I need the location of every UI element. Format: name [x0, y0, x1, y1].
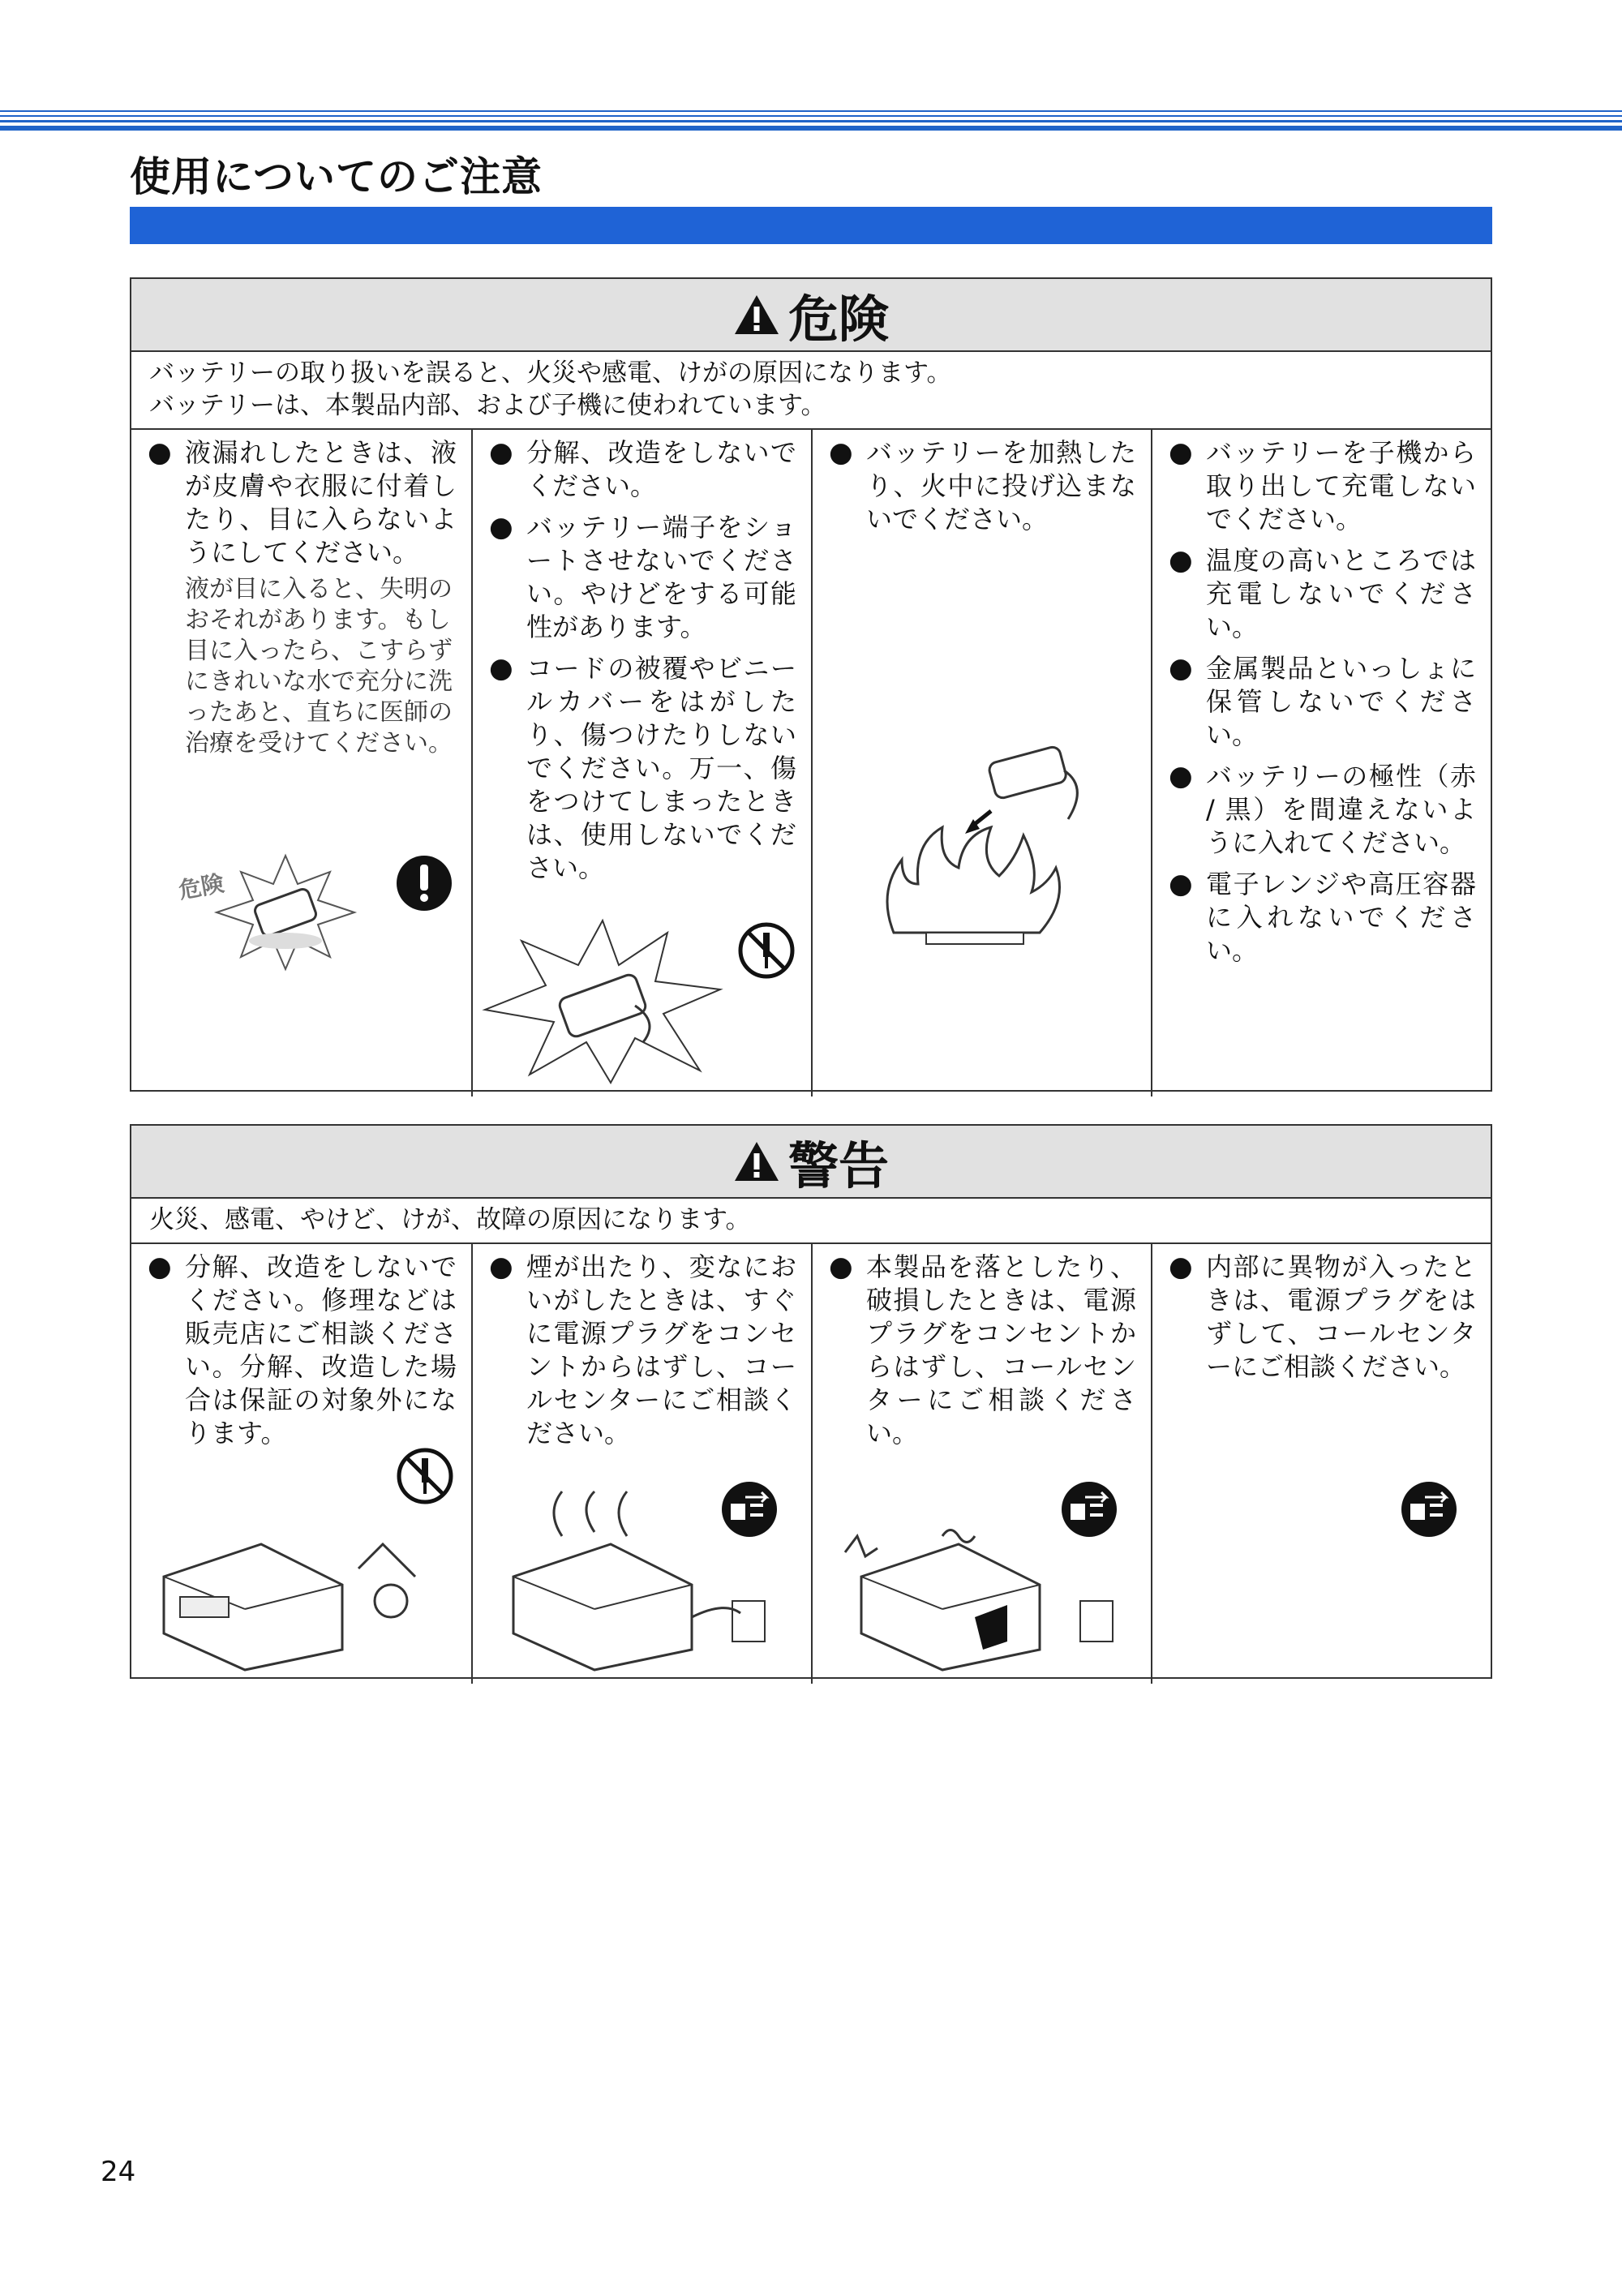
danger-column-3 — [811, 430, 1151, 1097]
battery-leak-illustration — [176, 852, 358, 976]
battery-fire-icon — [869, 738, 1088, 965]
caution-item: ● コードの被覆やビニールカバーをはがしたり、傷つけたりしないでください。万一、傷をつけてしまったときは、使用しないでください。 — [489, 652, 796, 885]
warning-intro-line: 火災、感電、やけど、けが、故障の原因になります。 — [149, 1205, 751, 1234]
printer-disassembly-icon — [148, 1512, 456, 1674]
caution-item: ● バッテリーの極性（赤 / 黒）を間違えないように入れてください。 — [1169, 760, 1476, 860]
title-accent-bar — [130, 207, 1492, 244]
danger-stamp-label: 危険 — [176, 869, 226, 904]
danger-intro-line: バッテリーの取り扱いを誤ると、火災や感電、けがの原因になります。 — [149, 358, 952, 388]
warning-columns — [131, 1244, 1491, 1684]
danger-panel — [130, 277, 1492, 1092]
warning-column-4 — [1151, 1244, 1491, 1684]
page-title: 使用についてのご注意 — [130, 153, 543, 200]
danger-intro-line: バッテリーは、本製品内部、および子機に使われています。 — [149, 391, 826, 420]
warning-triangle-icon — [733, 294, 780, 336]
danger-column-1 — [131, 430, 471, 1097]
danger-heading: 危険 — [787, 289, 889, 349]
printer-smoke-icon — [489, 1487, 797, 1674]
danger-column-2 — [471, 430, 811, 1097]
caution-item: ● 分解、改造をしないでください。修理などは販売店にご相談ください。分解、改造した場合は保証の対象外になります。 — [148, 1251, 457, 1450]
caution-item: ● 温度の高いところでは充電しないでください。 — [1169, 544, 1476, 644]
battery-leak-icon — [212, 852, 358, 973]
page-number: 24 — [101, 2156, 136, 2188]
warning-column-1 — [131, 1244, 471, 1684]
warning-column-2 — [471, 1244, 811, 1684]
header-rule-lines — [0, 110, 1622, 131]
caution-item: ● 煙が出たり、変なにおいがしたときは、すぐに電源プラグをコンセントからはずし、コールセンターにご相談ください。 — [489, 1251, 796, 1450]
caution-item: ● バッテリーを子機から取り出して充電しないでください。 — [1169, 436, 1476, 536]
no-disassembly-icon — [396, 1447, 454, 1505]
danger-intro — [131, 352, 1491, 430]
danger-header — [131, 279, 1491, 352]
printer-damaged-icon — [829, 1504, 1137, 1674]
caution-item: ● 電子レンジや高圧容器に入れないでください。 — [1169, 868, 1476, 968]
no-disassembly-icon — [737, 921, 796, 980]
warning-header — [131, 1126, 1491, 1199]
unplug-icon — [1401, 1481, 1457, 1538]
warning-panel — [130, 1124, 1492, 1679]
warning-heading: 警告 — [787, 1135, 889, 1195]
caution-item: ● 内部に異物が入ったときは、電源プラグをはずして、コールセンターにご相談ください。 — [1169, 1251, 1476, 1384]
caution-item: ● 金属製品といっしょに保管しないでください。 — [1169, 652, 1476, 752]
danger-column-4 — [1151, 430, 1491, 1097]
caution-note: 液が目に入ると、失明のおそれがあります。もし目に入ったら、こすらずにきれいな水で充分に洗ったあと、直ちに医師の治療を受けてください。 — [185, 575, 453, 757]
caution-item: ● 本製品を落としたり、破損したときは、電源プラグをコンセントからはずし、コールセンターにご相談ください。 — [829, 1251, 1136, 1450]
caution-item: ● 分解、改造をしないでください。 — [489, 436, 796, 503]
warning-triangle-icon — [733, 1140, 780, 1182]
caution-item: ● 液漏れしたときは、液が皮膚や衣服に付着したり、目に入らないようにしてください。 — [148, 436, 457, 569]
mandatory-action-icon — [396, 855, 453, 912]
battery-burst-icon — [481, 916, 724, 1087]
warning-intro — [131, 1199, 1491, 1244]
danger-columns — [131, 430, 1491, 1097]
caution-item: ● バッテリー端子をショートさせないでください。やけどをする可能性があります。 — [489, 511, 796, 644]
warning-column-3 — [811, 1244, 1151, 1684]
caution-item: ● バッテリーを加熱したり、火中に投げ込まないでください。 — [829, 436, 1136, 536]
